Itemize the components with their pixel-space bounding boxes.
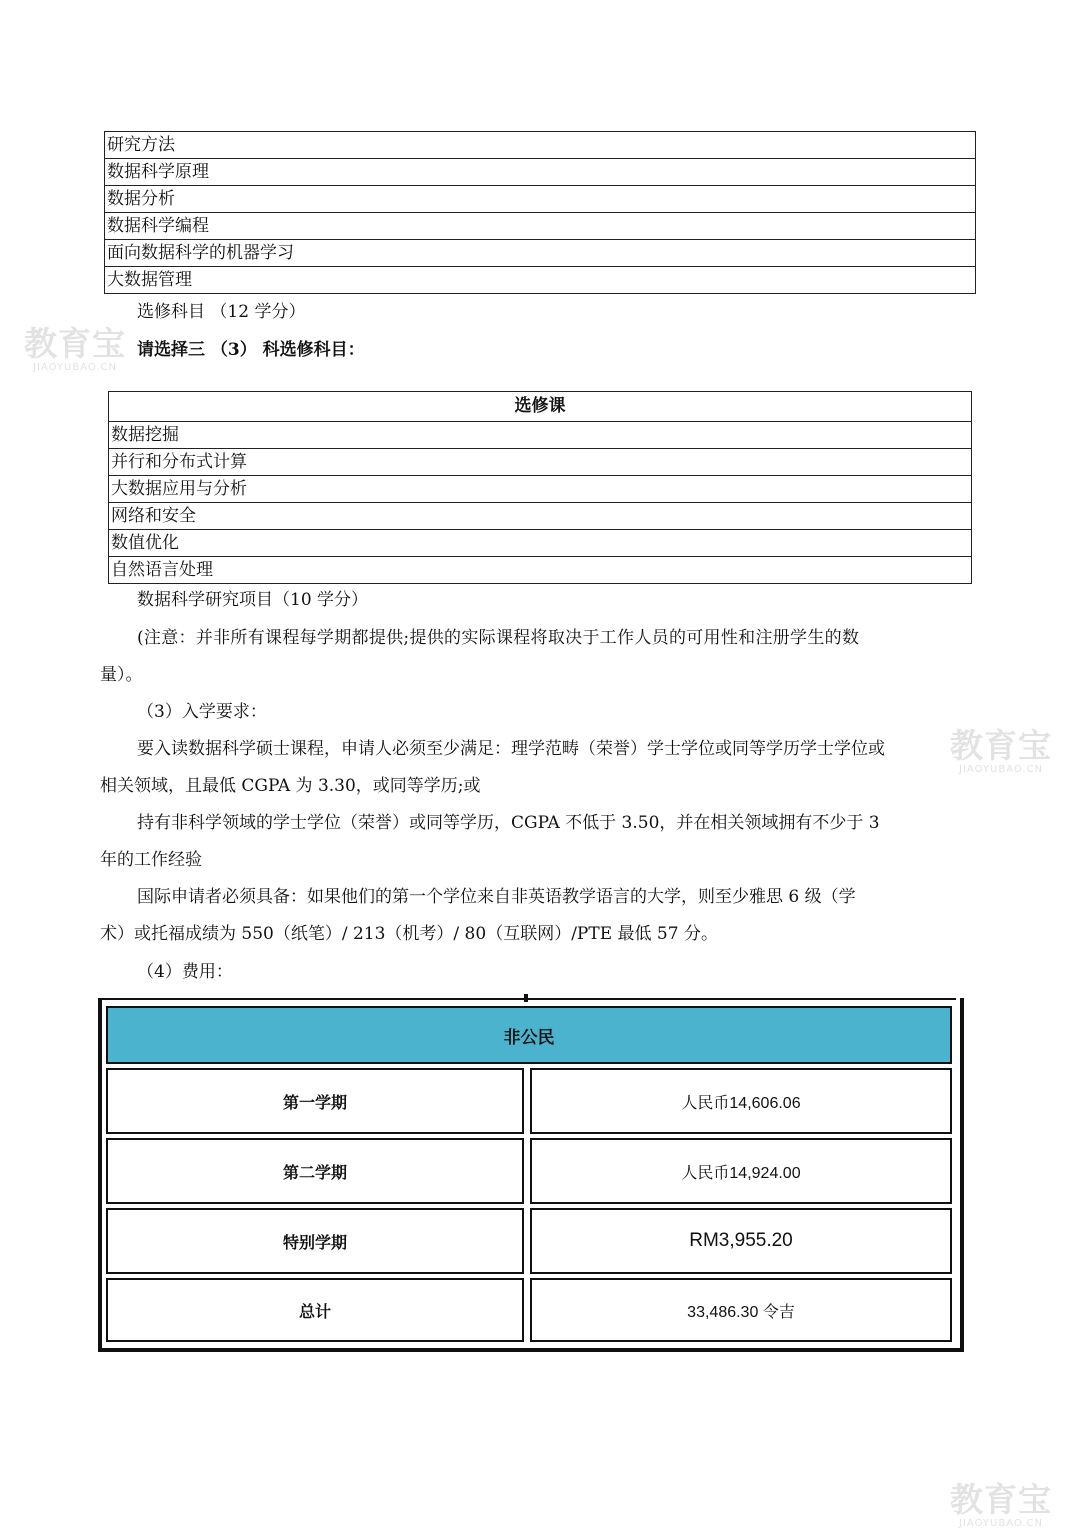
elective-cell: 网络和安全 [109, 503, 972, 530]
watermark-subtext: JIAOYUBAO.CN [959, 764, 1043, 775]
table-row [105, 267, 976, 294]
requirement-2-line-2: 年的工作经验 [100, 850, 202, 870]
elective-cell: 自然语言处理 [109, 557, 972, 584]
table-row [105, 186, 976, 213]
fee-value-cell: 人民币14,606.06 [530, 1068, 952, 1134]
table-header-row [109, 392, 972, 422]
required-courses-table [104, 131, 976, 294]
requirement-2-line-1: 持有非科学领域的学士学位（荣誉）或同等学历，CGPA 不低于 3.50，并在相关领域拥有不少于 3 [137, 813, 880, 833]
research-project-text: 数据科学研究项目（10 学分） [137, 590, 369, 610]
table-row [109, 503, 972, 530]
requirement-1-line-1: 要入读数据科学硕士课程，申请人必须至少满足：理学范畴（荣誉）学士学位或同等学历学士学位或 [137, 739, 885, 759]
elective-cell: 并行和分布式计算 [109, 449, 972, 476]
fee-label-cell: 第二学期 [106, 1138, 524, 1204]
fee-label-cell: 总计 [106, 1278, 524, 1342]
table-row [105, 213, 976, 240]
watermark-text: 教育宝 [950, 726, 1052, 765]
table-row [109, 422, 972, 449]
table-row [105, 159, 976, 186]
table-row [105, 132, 976, 159]
requirement-3-line-1: 国际申请者必须具备：如果他们的第一个学位来自非英语教学语言的大学，则至少雅思 6 级（学 [137, 887, 856, 907]
table-row [109, 476, 972, 503]
course-cell: 数据科学编程 [105, 213, 976, 240]
table-row [105, 240, 976, 267]
fee-table [98, 998, 960, 1354]
watermark-logo [940, 728, 1062, 776]
note-line-1: (注意：并非所有课程每学期都提供;提供的实际课程将取决于工作人员的可用性和注册学生的数 [137, 628, 860, 648]
note-line-2: 量）。 [100, 665, 143, 685]
elective-cell: 大数据应用与分析 [109, 476, 972, 503]
course-cell: 大数据管理 [105, 267, 976, 294]
fee-label-cell: 特别学期 [106, 1208, 524, 1274]
table-row [109, 449, 972, 476]
fee-label-cell: 第一学期 [106, 1068, 524, 1134]
watermark-logo [16, 326, 134, 374]
section-3-title: （3）入学要求： [137, 702, 267, 722]
table-row [109, 530, 972, 557]
requirement-1-line-2: 相关领域，且最低 CGPA 为 3.30，或同等学历;或 [100, 776, 481, 796]
fee-value-cell: RM3,955.20 [530, 1208, 952, 1274]
table-row [109, 557, 972, 584]
requirement-3-line-2: 术）或托福成绩为 550（纸笔）/ 213（机考）/ 80（互联网）/PTE 最低 57 分。 [100, 924, 718, 944]
fee-table-header: 非公民 [106, 1006, 952, 1064]
elective-table-header: 选修课 [109, 392, 972, 422]
fee-value-cell: 33,486.30 令吉 [530, 1278, 952, 1342]
elective-cell: 数据挖掘 [109, 422, 972, 449]
elective-heading: 选修科目 （12 学分） [137, 302, 306, 322]
course-cell: 研究方法 [105, 132, 976, 159]
watermark-text: 教育宝 [950, 1480, 1052, 1519]
course-cell: 数据科学原理 [105, 159, 976, 186]
elective-table [108, 391, 972, 584]
course-cell: 面向数据科学的机器学习 [105, 240, 976, 267]
elective-cell: 数值优化 [109, 530, 972, 557]
watermark-logo [940, 1482, 1062, 1530]
course-cell: 数据分析 [105, 186, 976, 213]
elective-instruction: 请选择三 （3） 科选修科目： [137, 340, 365, 360]
watermark-text: 教育宝 [24, 324, 126, 363]
watermark-subtext: JIAOYUBAO.CN [959, 1518, 1043, 1529]
watermark-subtext: JIAOYUBAO.CN [33, 362, 117, 373]
section-4-title: （4）费用： [137, 962, 233, 982]
fee-value-cell: 人民币14,924.00 [530, 1138, 952, 1204]
